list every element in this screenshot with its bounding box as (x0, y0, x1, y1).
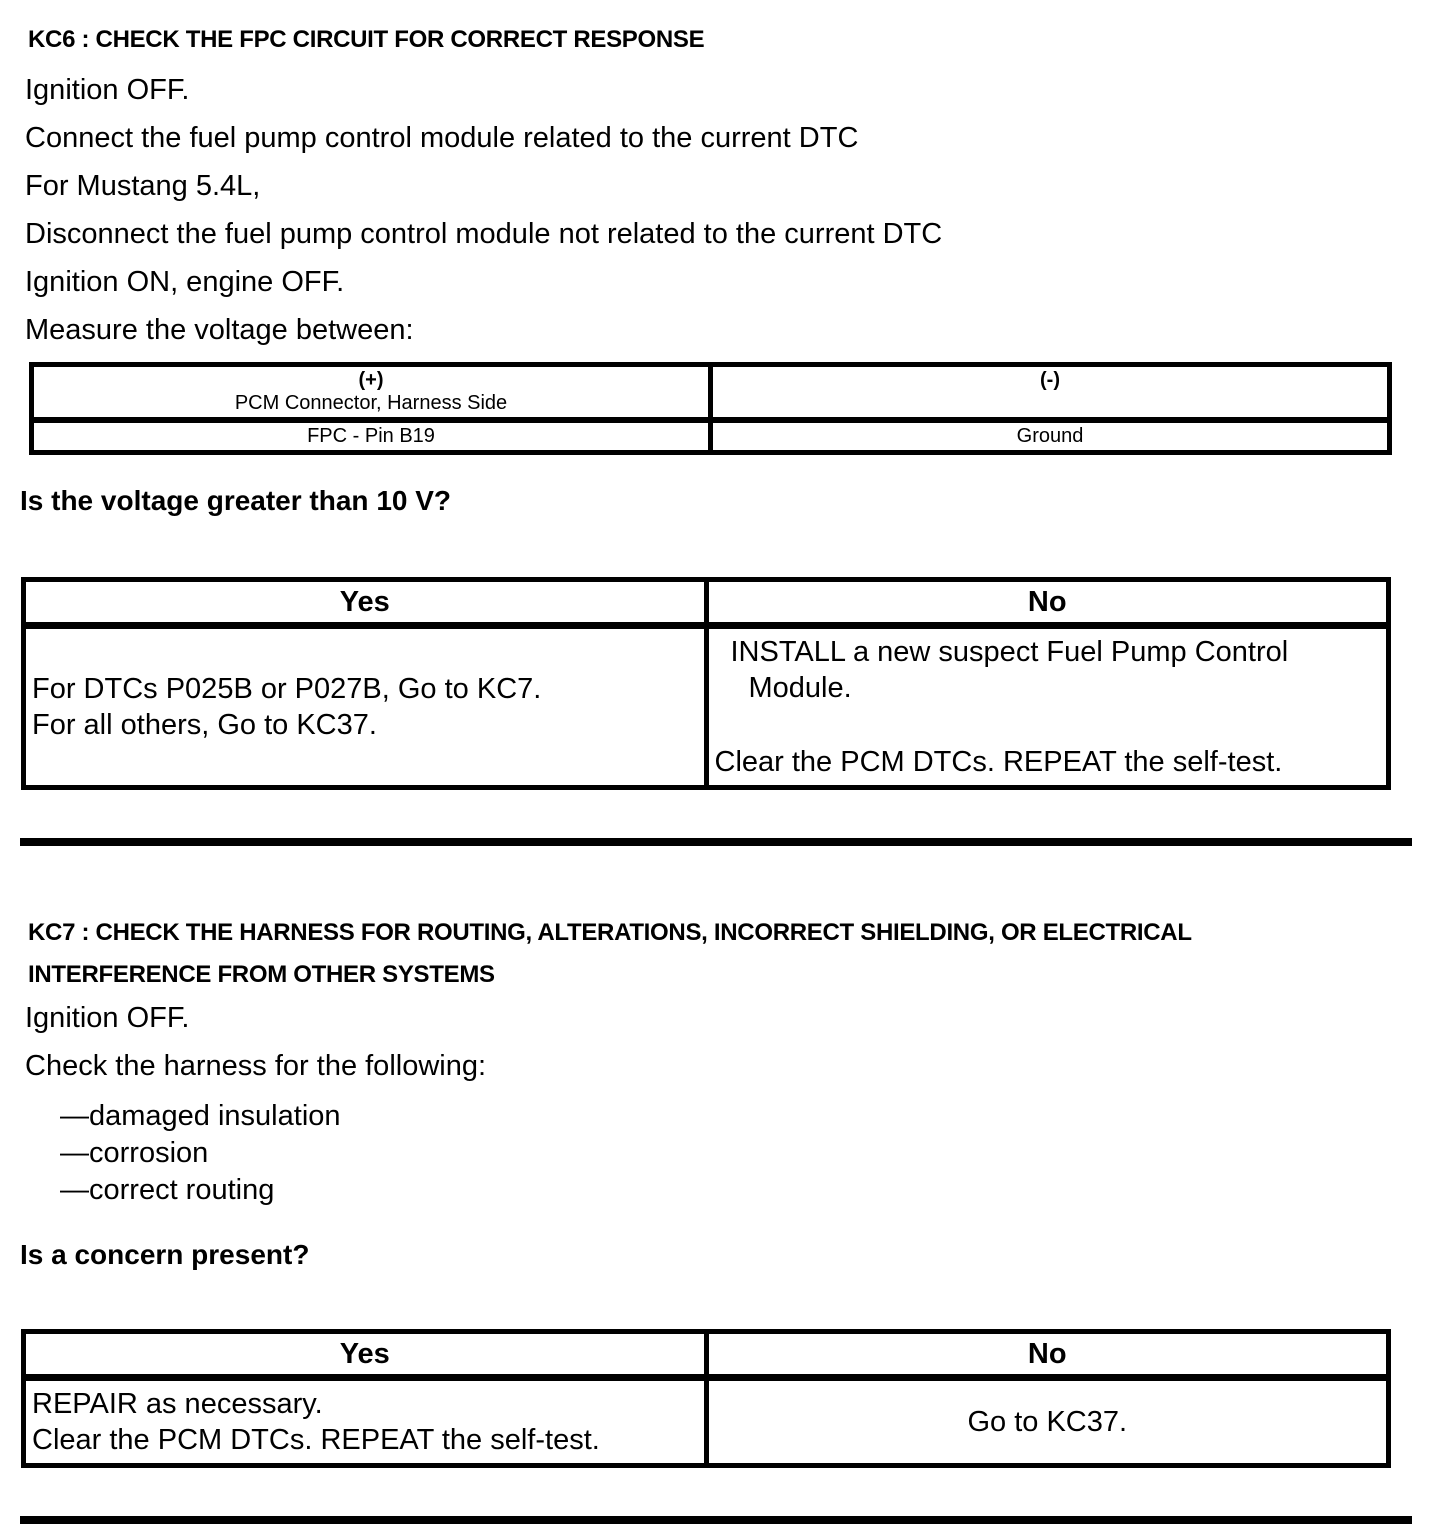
positive-label: PCM Connector, Harness Side (234, 392, 508, 414)
kc7-no-action-cell: Go to KC37. (706, 1378, 1389, 1466)
kc6-no-action-line: Module. (748, 672, 852, 704)
section-divider-rule (20, 838, 1412, 846)
kc6-decision-body-row (24, 626, 1389, 788)
positive-symbol: (+) (358, 369, 384, 391)
kc6-instruction-measure-voltage: Measure the voltage between: (25, 314, 414, 346)
measure-table-value-row (32, 420, 1390, 453)
kc6-no-action-line: Clear the PCM DTCs. REPEAT the self-test. (714, 746, 1283, 778)
kc6-no-action-cell (706, 626, 1389, 788)
kc7-yes-header-cell: Yes (24, 1332, 707, 1378)
kc6-yes-action-line: For DTCs P025B or P027B, Go to KC7. (32, 673, 542, 705)
negative-pin-cell: Ground (711, 420, 1390, 453)
measure-table-negative-header-cell (711, 365, 1390, 421)
voltage-measurement-table (29, 362, 1392, 455)
kc7-yes-action-line: REPAIR as necessary. (32, 1388, 323, 1420)
kc6-instruction-mustang: For Mustang 5.4L, (25, 170, 261, 202)
kc6-yes-action-line: For all others, Go to KC37. (32, 709, 377, 741)
kc7-section (20, 912, 1431, 1468)
kc6-instruction-ignition-off: Ignition OFF. (25, 74, 190, 106)
kc6-instruction-connect-module: Connect the fuel pump control module related to the current DTC (25, 122, 859, 154)
kc7-decision-body-row (24, 1378, 1389, 1466)
measure-table-header-row (32, 365, 1390, 421)
kc6-instruction-disconnect-module: Disconnect the fuel pump control module not related to the current DTC (25, 218, 943, 250)
kc7-question: Is a concern present? (20, 1239, 310, 1270)
kc6-question: Is the voltage greater than 10 V? (20, 485, 452, 516)
kc6-no-header-cell: No (706, 580, 1389, 626)
kc7-decision-header-row (24, 1332, 1389, 1378)
kc7-instruction-ignition-off: Ignition OFF. (25, 1002, 190, 1034)
kc7-instruction-check-harness: Check the harness for the following: (25, 1050, 487, 1082)
checklist-item-corrosion: —corrosion (60, 1137, 209, 1169)
kc6-section (20, 26, 1431, 790)
kc6-decision-header-row (24, 580, 1389, 626)
kc6-step-title: KC6 : CHECK THE FPC CIRCUIT FOR CORRECT RESPONSE (28, 26, 705, 53)
kc6-decision-table (21, 577, 1391, 790)
page-end-rule (20, 1516, 1412, 1524)
kc7-no-header-cell: No (706, 1332, 1389, 1378)
kc7-yes-action-line: Clear the PCM DTCs. REPEAT the self-test. (32, 1424, 600, 1456)
harness-checklist (25, 1098, 1431, 1209)
kc6-instruction-ignition-on: Ignition ON, engine OFF. (25, 266, 345, 298)
kc7-decision-table (21, 1329, 1391, 1468)
negative-symbol: (-) (1040, 369, 1060, 391)
positive-pin-cell: FPC - Pin B19 (32, 420, 711, 453)
checklist-item-correct-routing: —correct routing (60, 1174, 275, 1206)
kc6-yes-action-cell (24, 626, 707, 788)
kc7-yes-action-cell (24, 1378, 707, 1466)
kc7-step-title: KC7 : CHECK THE HARNESS FOR ROUTING, ALTERATIONS, INCORRECT SHIELDING, OR ELECTRICAL INTERFERENCE FROM OTHER SYSTEMS (28, 919, 1192, 988)
measure-table-positive-header-cell (32, 365, 711, 421)
checklist-item-damaged-insulation: —damaged insulation (60, 1100, 341, 1132)
kc6-no-action-line: INSTALL a new suspect Fuel Pump Control (730, 636, 1289, 668)
kc6-yes-header-cell: Yes (24, 580, 707, 626)
